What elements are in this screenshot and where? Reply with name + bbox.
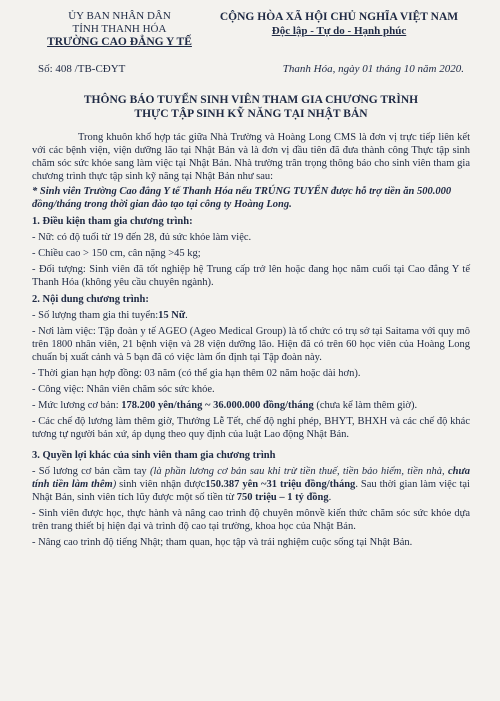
- takehome-amount: 150.387 yên ~31 triệu đồng/tháng: [205, 479, 356, 490]
- nation-line-1: CỘNG HÒA XÃ HỘI CHỦ NGHĨA VIỆT NAM: [219, 11, 459, 23]
- org-line-1: ỦY BAN NHÂN DÂN: [68, 10, 171, 22]
- section-3-item-2: - Sinh viên được học, thực hành và nâng cao trình độ chuyên mônvề kiến thức chăm sóc sức khỏe dựa trên trang thiết bị hiện đại và trình độ cao tại trường, khoa học của Nhật Bản.: [32, 508, 470, 532]
- document-body: [32, 131, 470, 549]
- section-2-item-4: - Công việc: Nhân viên chăm sóc sức khỏe.: [32, 384, 215, 395]
- section-2-item-6: - Các chế độ lương làm thêm giờ, Thưởng Lễ Tết, chế độ nghỉ phép, BHYT, BHXH và các chế độ khác tương tự người bản xứ, áp dụng theo quy định của luật Lao động Nhật Bản.: [32, 416, 470, 440]
- section-1-heading: 1. Điều kiện tham gia chương trình:: [32, 216, 193, 227]
- document-meta: [32, 63, 470, 75]
- document-date: Thanh Hóa, ngày 01 tháng 10 năm 2020.: [282, 63, 464, 75]
- section-1-item-1: - Nữ: có độ tuổi từ 19 đến 28, đủ sức khỏe làm việc.: [32, 232, 252, 243]
- section-3-item-3: - Nâng cao trình độ tiếng Nhật; tham quan, học tập và trải nghiệm cuộc sống tại Nhật Bản.: [32, 537, 413, 548]
- support-notice-emphasis: TRÚNG TUYỂN: [254, 186, 329, 197]
- org-line-2: TỈNH THANH HÓA: [72, 23, 167, 35]
- section-3-heading: 3. Quyền lợi khác của sinh viên tham gia chương trình: [32, 450, 276, 461]
- takehome-end: .: [328, 492, 332, 503]
- participant-count-label: - Số lượng tham gia thi tuyển:: [32, 310, 159, 321]
- intro-paragraph: Trong khuôn khổ hợp tác giữa Nhà Trường và Hoàng Long CMS là đơn vị trực tiếp liên kết với các bệnh viện, viện dưỡng lão tại Nhật Bản và là đơn vị đầu tiên đã đưa thành công Thực tập sinh chăm sóc sức khỏe sang làm việc tại Nhật Bản. Nhà trường trân trọng thông báo cho sinh viên tham gia chương trình thực tập sinh kỹ năng tại Nhật Bản như sau:: [32, 132, 470, 182]
- section-2-item-1: [32, 309, 470, 322]
- participant-count-value: 15 Nữ: [158, 310, 186, 321]
- national-motto: [208, 10, 470, 49]
- savings-amount: 750 triệu – 1 tỷ đồng: [236, 492, 329, 503]
- support-notice-suffix: được hỗ trợ tiền ăn 500.000 đồng/tháng trong thời gian đào tạo tại công ty Hoàng Long.: [32, 186, 452, 210]
- issuing-organization: [32, 10, 207, 49]
- takehome-received: sinh viên nhận được: [116, 479, 206, 490]
- section-1-item-3: - Đối tượng: Sinh viên đã tốt nghiệp hệ Trung cấp trở lên hoặc đang học năm cuối tại Cao đẳng Y tế Thanh Hóa (không yêu cầu chuyên ngành).: [32, 264, 470, 288]
- document-number: Số: 408 /TB-CĐYT: [38, 63, 126, 75]
- salary-value: 178.200 yên/tháng ~ 36.000.000 đồng/tháng: [121, 400, 314, 411]
- takehome-note-emphasis: chưa tính tiền làm thêm: [32, 466, 471, 490]
- nation-line-2: Độc lập - Tự do - Hạnh phúc: [271, 25, 407, 37]
- document-header: [32, 10, 470, 49]
- section-1-item-2: - Chiều cao > 150 cm, cân nặng >45 kg;: [32, 248, 201, 259]
- takehome-savings-text: . Sau thời gian làm việc tại Nhật Bản, sinh viên tích lũy được một số tiền từ: [32, 479, 470, 503]
- salary-label: - Mức lương cơ bản:: [32, 400, 122, 411]
- participant-count-suffix: .: [185, 310, 188, 321]
- section-2-item-5: [32, 399, 470, 412]
- takehome-note-close: ): [112, 479, 117, 490]
- support-notice-prefix: * Sinh viên Trường Cao đẳng Y tế Thanh Hóa nếu: [32, 186, 255, 197]
- section-2-item-3: - Thời gian hạn hợp đồng: 03 năm (có thể gia hạn thêm 02 năm hoặc dài hơn).: [32, 368, 361, 379]
- section-3-item-1: [32, 465, 470, 504]
- support-notice: [32, 185, 470, 211]
- takehome-note: (là phần lương cơ bản sau khi trừ tiền thuế, tiền bảo hiểm, tiền nhà,: [149, 466, 448, 477]
- takehome-label: - Số lương cơ bản cầm tay: [32, 466, 150, 477]
- section-2-item-2: - Nơi làm việc: Tập đoàn y tế AGEO (Ageo Medical Group) là tổ chức có trụ sở tại Saitama với quy mô trên 1800 nhân viên, 21 bệnh viện và 28 viện dưỡng lão. Hiện đã có trên 60 học viên của Hoàng Long chuẩn bị xuất cảnh và 5 bạn đã có việc làm ổn định tại Tập đoàn này.: [32, 326, 470, 363]
- title-line-2: THỰC TẬP SINH KỸ NĂNG TẠI NHẬT BẢN: [134, 108, 368, 120]
- salary-suffix: (chưa kể làm thêm giờ).: [313, 400, 418, 411]
- section-2-heading: 2. Nội dung chương trình:: [32, 294, 149, 305]
- org-line-3: TRƯỜNG CAO ĐẲNG Y TẾ: [47, 36, 192, 48]
- document-title: [32, 93, 470, 121]
- title-line-1: THÔNG BÁO TUYỂN SINH VIÊN THAM GIA CHƯƠNG TRÌNH: [83, 94, 419, 106]
